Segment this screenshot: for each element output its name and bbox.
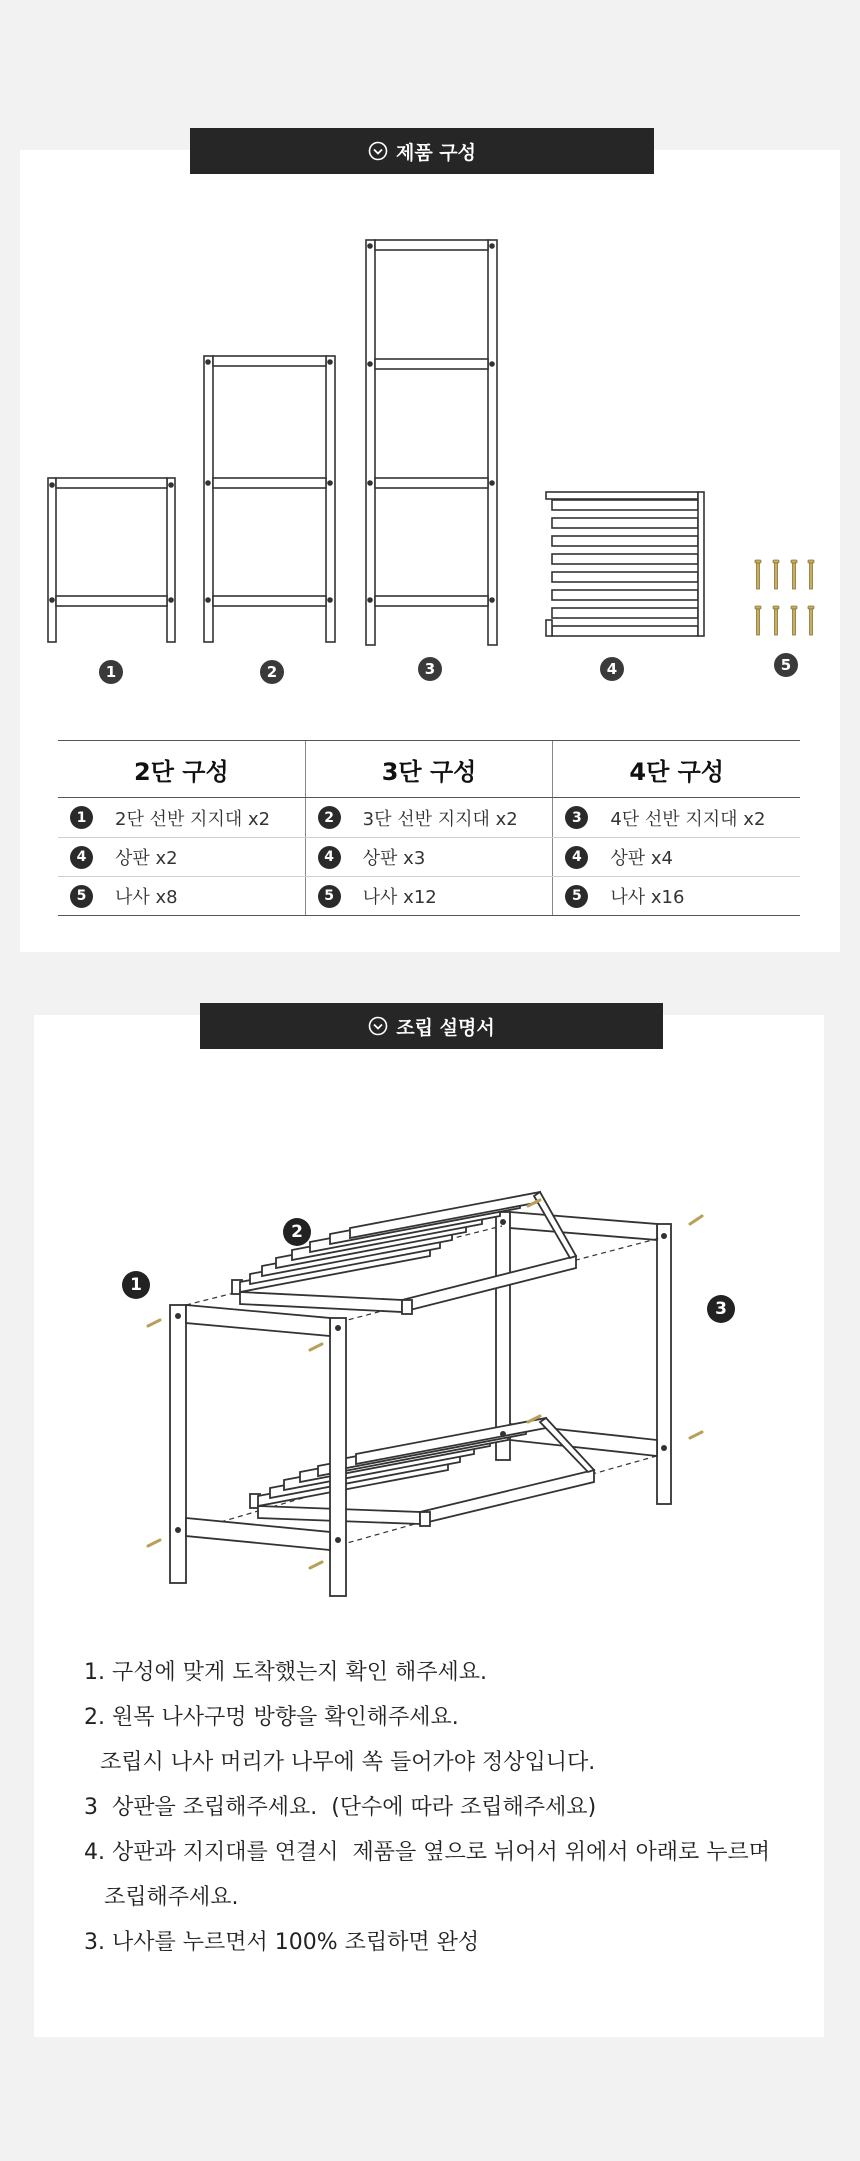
cell-text: 나사 x8 (115, 887, 178, 908)
cell-text: 상판 x3 (362, 848, 426, 869)
diagram-mark-1: 1 (122, 1271, 150, 1299)
cell-text: 나사 x16 (610, 887, 685, 908)
cell-text: 3단 선반 지지대 x2 (362, 808, 518, 830)
number-badge: 5 (70, 885, 93, 908)
cell-text: 2단 선반 지지대 x2 (115, 808, 271, 830)
cell-text: 나사 x12 (362, 887, 437, 908)
diagram-mark-3: 3 (707, 1295, 735, 1323)
number-badge: 4 (565, 846, 588, 869)
header-4-tier: 4단 구성 (552, 741, 800, 797)
assembly-steps (84, 1650, 824, 1965)
number-badge: 4 (70, 846, 93, 869)
number-badge: 1 (70, 806, 93, 829)
step-2: 2. 원목 나사구멍 방향을 확인해주세요. (84, 1705, 459, 1730)
number-badge: 4 (318, 846, 341, 869)
composition-title: 제품 구성 (395, 141, 477, 164)
part-label-5: 5 (774, 653, 798, 677)
part-label-1: 1 (99, 660, 123, 684)
step-4-continued: 조립해주세요. (104, 1885, 239, 1910)
step-2-note: 조립시 나사 머리가 나무에 쏙 들어가야 정상입니다. (100, 1750, 596, 1775)
cell-text: 상판 x2 (115, 848, 178, 869)
part-label-2: 2 (260, 660, 284, 684)
diagram-mark-2: 2 (283, 1218, 311, 1246)
cell-text: 4단 선반 지지대 x2 (610, 808, 766, 830)
part-label-4: 4 (600, 657, 624, 681)
number-badge: 3 (565, 806, 588, 829)
assembly-title: 조립 설명서 (396, 1016, 495, 1039)
part-label-3: 3 (418, 657, 442, 681)
header-3-tier: 3단 구성 (305, 741, 553, 797)
step-5: 3. 나사를 누르면서 100% 조립하면 완성 (84, 1930, 480, 1955)
upper-board-drawing (232, 1192, 576, 1314)
step-3: 3 상판을 조립해주세요. (단수에 따라 조립해주세요) (84, 1795, 597, 1820)
step-4: 4. 상판과 지지대를 연결시 제품을 옆으로 뉘어서 위에서 아래로 누르며 (84, 1840, 770, 1865)
step-1: 1. 구성에 맞게 도착했는지 확인 해주세요. (84, 1660, 487, 1685)
number-badge: 2 (318, 806, 341, 829)
cell-text: 상판 x4 (610, 848, 673, 869)
header-2-tier: 2단 구성 (134, 757, 229, 786)
number-badge: 5 (565, 885, 588, 908)
number-badge: 5 (318, 885, 341, 908)
